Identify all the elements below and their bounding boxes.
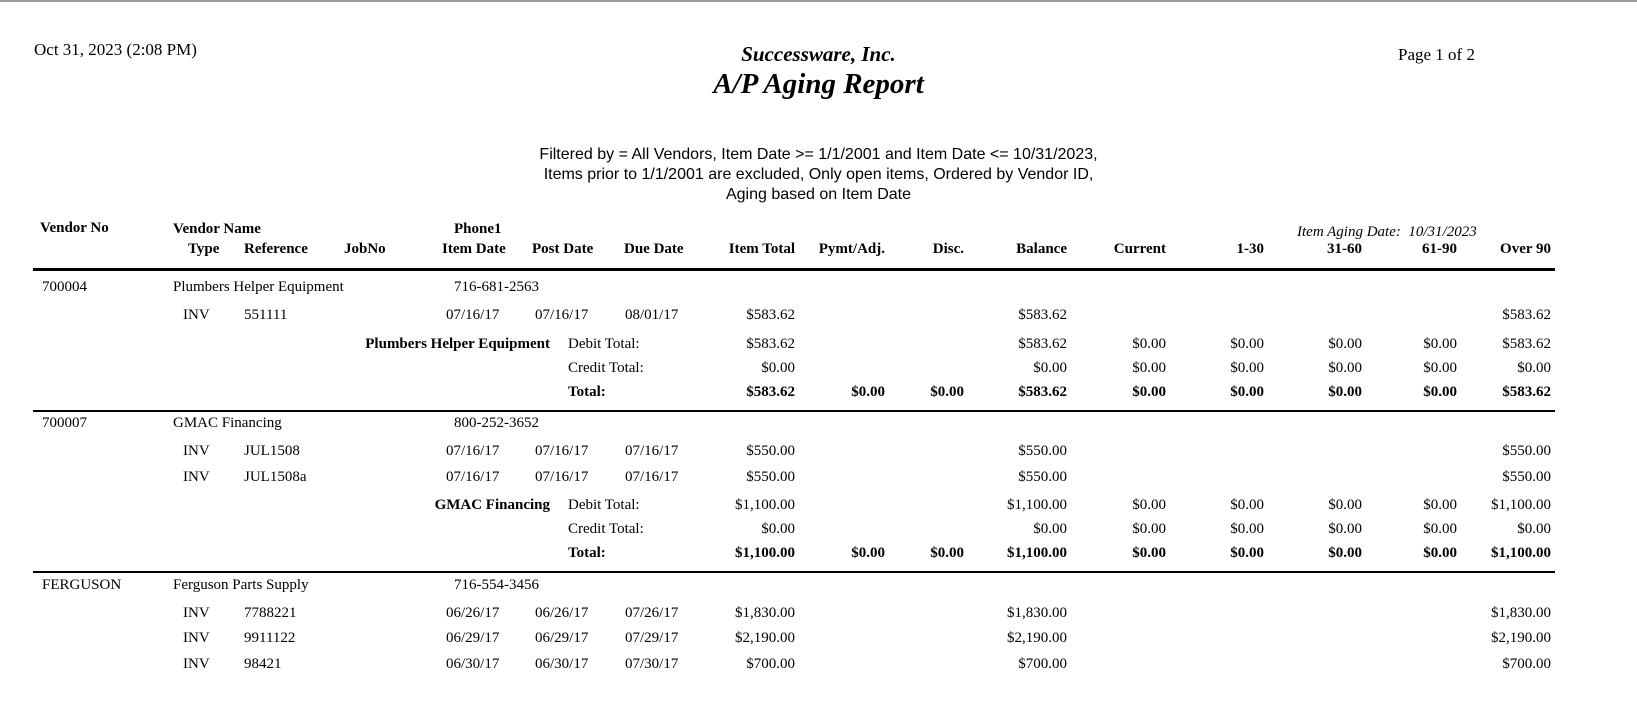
item-over-90: $700.00 [1502,656,1551,672]
item-post-date: 07/16/17 [535,307,589,323]
total-disc: $0.00 [930,384,964,400]
col-phone: Phone1 [454,221,502,237]
item-balance: $1,830.00 [1007,605,1067,621]
total-current: $0.00 [1132,384,1166,400]
credit-over-90: $0.00 [1517,521,1551,537]
page-indicator: Page 1 of 2 [1398,45,1475,64]
total-pymt-adj: $0.00 [851,384,885,400]
header-rule [33,268,1555,271]
total-label: Total: [568,384,606,400]
aging-date [1297,224,1477,241]
credit-over-90: $0.00 [1517,360,1551,376]
item-due-date: 07/29/17 [625,630,679,646]
vendor-separator [33,571,1555,573]
item-type: INV [183,656,210,672]
col-vendor-name: Vendor Name [173,221,261,237]
credit-total-label: Credit Total: [568,360,644,376]
total-balance: $583.62 [1018,384,1067,400]
col-vendor-no: Vendor No [40,220,109,236]
item-over-90: $2,190.00 [1491,630,1551,646]
col-type: Type [188,241,220,257]
debit-total-label: Debit Total: [568,497,640,513]
filter-line-1: Filtered by = All Vendors, Item Date >= 1/1/2001 and Item Date <= 10/31/2023, [539,146,1098,163]
item-balance: $2,190.00 [1007,630,1067,646]
vendor-phone: 716-681-2563 [454,279,539,295]
item-total: $550.00 [746,469,795,485]
item-reference: 9911122 [244,630,296,646]
credit-61-90: $0.00 [1423,360,1457,376]
col-1-30: 1-30 [1236,241,1264,257]
total-disc: $0.00 [930,545,964,561]
vendor-phone: 800-252-3652 [454,415,539,431]
col-61-90: 61-90 [1422,241,1457,257]
item-reference: 551111 [244,307,288,323]
col-over-90: Over 90 [1500,241,1551,257]
total-current: $0.00 [1132,545,1166,561]
debit-current: $0.00 [1132,336,1166,352]
credit-item-total: $0.00 [761,521,795,537]
item-post-date: 06/26/17 [535,605,589,621]
debit-balance: $583.62 [1018,336,1067,352]
item-total: $700.00 [746,656,795,672]
total-pymt-adj: $0.00 [851,545,885,561]
vendor-name: GMAC Financing [173,415,282,431]
debit-1-30: $0.00 [1230,497,1264,513]
col-balance: Balance [1016,241,1067,257]
credit-total-label: Credit Total: [568,521,644,537]
item-over-90: $583.62 [1502,307,1551,323]
item-over-90: $550.00 [1502,469,1551,485]
total-61-90: $0.00 [1423,545,1457,561]
vendor-name: Plumbers Helper Equipment [173,279,344,295]
debit-61-90: $0.00 [1423,336,1457,352]
report-printed-date: Oct 31, 2023 (2:08 PM) [34,40,197,59]
item-due-date: 07/16/17 [625,443,679,459]
vendor-no: FERGUSON [42,577,122,593]
vendor-name: Ferguson Parts Supply [173,577,309,593]
col-due-date: Due Date [624,241,684,257]
item-reference: JUL1508 [244,443,300,459]
credit-item-total: $0.00 [761,360,795,376]
credit-balance: $0.00 [1033,360,1067,376]
filter-line-3: Aging based on Item Date [725,186,911,203]
col-post-date: Post Date [532,241,594,257]
debit-over-90: $1,100.00 [1491,497,1551,513]
total-balance: $1,100.00 [1007,545,1067,561]
debit-61-90: $0.00 [1423,497,1457,513]
credit-61-90: $0.00 [1423,521,1457,537]
item-total: $1,830.00 [735,605,795,621]
item-due-date: 07/16/17 [625,469,679,485]
item-balance: $700.00 [1018,656,1067,672]
item-total: $550.00 [746,443,795,459]
col-reference: Reference [244,241,308,257]
filter-line-2: Items prior to 1/1/2001 are excluded, Only open items, Ordered by Vendor ID, [543,166,1094,183]
credit-1-30: $0.00 [1230,360,1264,376]
vendor-phone: 716-554-3456 [454,577,539,593]
total-1-30: $0.00 [1230,545,1264,561]
col-item-total: Item Total [728,241,795,257]
item-type: INV [183,307,210,323]
aging-date-value: 10/31/2023 [1408,224,1477,240]
vendor-no: 700004 [42,279,87,295]
item-due-date: 07/30/17 [625,656,679,672]
item-total: $2,190.00 [735,630,795,646]
item-reference: 98421 [244,656,282,672]
item-date: 06/29/17 [446,630,500,646]
item-post-date: 07/16/17 [535,443,589,459]
col-jobno: JobNo [344,241,386,257]
item-date: 07/16/17 [446,307,500,323]
item-post-date: 07/16/17 [535,469,589,485]
col-31-60: 31-60 [1327,241,1362,257]
credit-balance: $0.00 [1033,521,1067,537]
credit-31-60: $0.00 [1328,360,1362,376]
item-balance: $550.00 [1018,469,1067,485]
credit-current: $0.00 [1132,521,1166,537]
item-total: $583.62 [746,307,795,323]
aging-date-label: Item Aging Date: [1297,224,1401,240]
debit-31-60: $0.00 [1328,497,1362,513]
total-over-90: $1,100.00 [1491,545,1551,561]
item-reference: 7788221 [244,605,297,621]
col-item-date: Item Date [442,241,506,257]
total-1-30: $0.00 [1230,384,1264,400]
debit-balance: $1,100.00 [1007,497,1067,513]
vendor-no: 700007 [42,415,87,431]
item-due-date: 07/26/17 [625,605,679,621]
total-31-60: $0.00 [1328,384,1362,400]
item-type: INV [183,605,210,621]
item-type: INV [183,469,210,485]
item-post-date: 06/29/17 [535,630,589,646]
item-reference: JUL1508a [244,469,307,485]
item-date: 06/26/17 [446,605,500,621]
col-pymt-adj: Pymt/Adj. [818,241,885,257]
item-balance: $550.00 [1018,443,1067,459]
debit-item-total: $1,100.00 [735,497,795,513]
report-title: A/P Aging Report [713,68,924,100]
item-date: 07/16/17 [446,469,500,485]
item-due-date: 08/01/17 [625,307,679,323]
debit-current: $0.00 [1132,497,1166,513]
debit-31-60: $0.00 [1328,336,1362,352]
subtotal-vendor-name: Plumbers Helper Equipment [365,336,550,352]
company-name: Successware, Inc. [741,42,896,66]
col-current: Current [1113,241,1166,257]
item-over-90: $1,830.00 [1491,605,1551,621]
item-date: 06/30/17 [446,656,500,672]
debit-1-30: $0.00 [1230,336,1264,352]
total-item-total: $1,100.00 [735,545,795,561]
item-balance: $583.62 [1018,307,1067,323]
debit-total-label: Debit Total: [568,336,640,352]
debit-over-90: $583.62 [1502,336,1551,352]
item-date: 07/16/17 [446,443,500,459]
total-over-90: $583.62 [1502,384,1551,400]
vendor-separator [33,410,1555,412]
total-item-total: $583.62 [746,384,795,400]
total-31-60: $0.00 [1328,545,1362,561]
credit-31-60: $0.00 [1328,521,1362,537]
debit-item-total: $583.62 [746,336,795,352]
item-post-date: 06/30/17 [535,656,589,672]
item-type: INV [183,630,210,646]
col-disc: Disc. [932,241,964,257]
item-type: INV [183,443,210,459]
total-label: Total: [568,545,606,561]
total-61-90: $0.00 [1423,384,1457,400]
item-over-90: $550.00 [1502,443,1551,459]
subtotal-vendor-name: GMAC Financing [434,497,550,513]
credit-current: $0.00 [1132,360,1166,376]
credit-1-30: $0.00 [1230,521,1264,537]
